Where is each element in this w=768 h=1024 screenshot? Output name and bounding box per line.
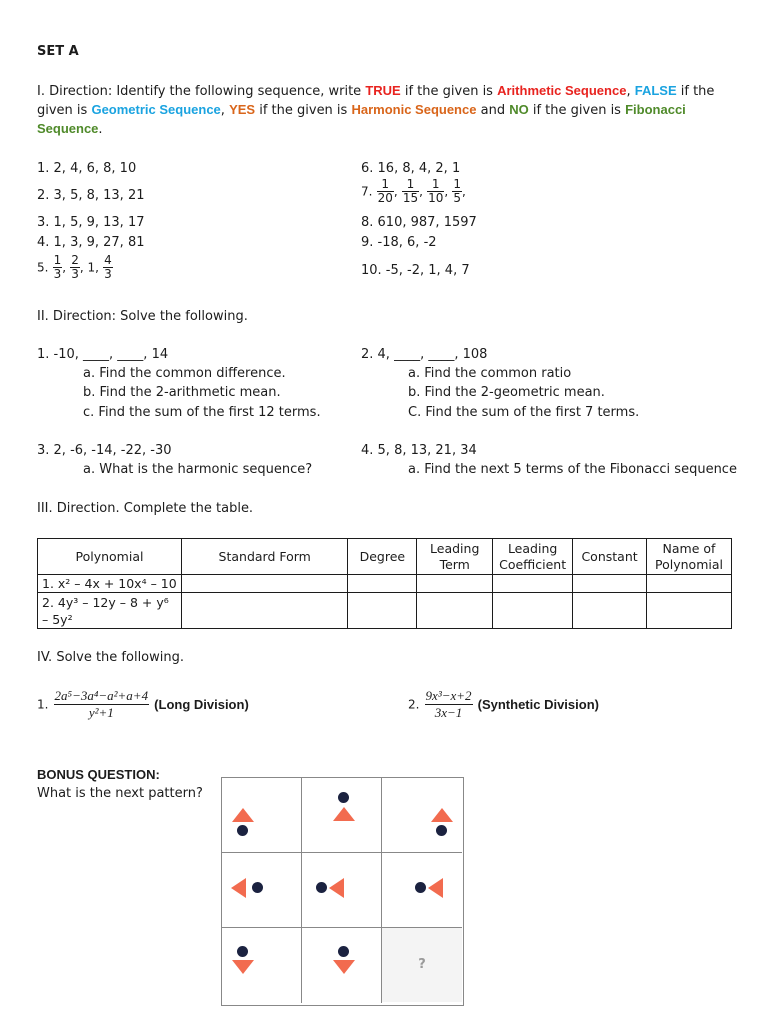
pattern-cell [222,928,302,1003]
triangle-up-icon [333,807,355,821]
answer-cell[interactable] [647,593,732,629]
question-mark: ? [382,928,462,1002]
seq-item-8: 8. 610, 987, 1597 [361,215,477,230]
dot-icon [415,882,426,893]
header-polynomial: Polynomial [38,539,182,575]
keyword-false: FALSE [634,83,677,98]
part1-direction-line2: given is Geometric Sequence, YES if the given is Harmonic Sequence and NO if the given is Fibonacci [37,102,686,118]
triangle-up-icon [431,808,453,822]
pattern-cell [382,778,462,853]
keyword-arithmetic: Arithmetic Sequence [497,83,627,98]
part3-direction: III. Direction. Complete the table. [37,501,254,516]
dot-icon [338,792,349,803]
keyword-geometric: Geometric Sequence [91,102,221,117]
answer-cell[interactable] [181,575,347,593]
answer-cell[interactable] [417,575,493,593]
problem-2b: b. Find the 2-geometric mean. [408,385,605,400]
pattern-cell [302,853,382,928]
seq-item-10: 10. -5, -2, 1, 4, 7 [361,263,470,278]
keyword-harmonic: Harmonic Sequence [351,102,477,117]
dot-icon [338,946,349,957]
header-leading-coefficient: Leading Coefficient [493,539,573,575]
answer-cell[interactable] [493,575,573,593]
fraction: $\frac{1}{10}$ [428,177,444,205]
seq-item-6: 6. 16, 8, 4, 2, 1 [361,161,461,176]
fraction: $\frac{4}{3}$ [104,253,112,281]
polynomial-cell: 2. 4y³ – 12y – 8 + y⁶ – 5y² [38,593,182,629]
problem-4a: a. Find the next 5 terms of the Fibonacci sequence [408,462,737,477]
dot-icon [237,946,248,957]
seq-item-2: 2. 3, 5, 8, 13, 21 [37,188,145,203]
answer-cell[interactable] [647,575,732,593]
keyword-true: TRUE [365,83,401,98]
answer-cell[interactable] [573,593,647,629]
pattern-cell [222,778,302,853]
triangle-down-icon [232,960,254,974]
fraction: $\frac{1}{3}$ [53,253,62,281]
triangle-left-icon [231,878,246,898]
problem-2c: C. Find the sum of the first 7 terms. [408,405,640,420]
pattern-cell [382,853,462,928]
bonus-question: What is the next pattern? [37,786,203,801]
pattern-cell [302,928,382,1003]
header-leading-term: Leading Term [417,539,493,575]
pattern-cell-missing [382,928,462,1003]
set-title: SET A [37,44,79,59]
answer-cell[interactable] [348,575,417,593]
fraction: $\frac{1}{5}$ [453,177,461,205]
polynomial-table [37,538,732,629]
dot-icon [252,882,263,893]
part2-direction: II. Direction: Solve the following. [37,309,248,324]
answer-cell[interactable] [417,593,493,629]
pattern-cell [302,778,382,853]
problem-2: 2. 4, ____, ____, 108 [361,347,488,362]
pattern-grid [221,777,464,1006]
header-constant: Constant [573,539,647,575]
dot-icon [237,825,248,836]
problem-1b: b. Find the 2-arithmetic mean. [83,385,281,400]
pattern-cell [222,853,302,928]
fraction: $\frac{2}{3}$ [71,253,79,281]
seq-item-3: 3. 1, 5, 9, 13, 17 [37,215,145,230]
problem-3: 3. 2, -6, -14, -22, -30 [37,443,172,458]
header-degree: Degree [348,539,417,575]
dot-icon [316,882,327,893]
seq-item-1: 1. 2, 4, 6, 8, 10 [37,161,137,176]
fraction: $\frac{1}{15}$ [402,177,419,205]
seq-item-5: 5. $\frac{1}{3}$ , $\frac{2}{3}$ , 1, $\frac{4}{3}$ [37,253,112,281]
answer-cell[interactable] [573,575,647,593]
table-row [38,575,732,593]
header-standard-form: Standard Form [181,539,347,575]
problem-3a: a. What is the harmonic sequence? [83,462,313,477]
division-question-1: 1. $\frac{\text{2a⁵−3a⁴−a²+a+4}}{\text{y²+1}}$ (Long Division) [37,688,249,720]
bonus-title: BONUS QUESTION: [37,767,160,782]
fraction: $\frac{1}{20}$ [377,177,393,205]
fraction: $\frac{\text{9x³−x+2}}{3x-1}$ [425,688,472,720]
triangle-down-icon [333,960,355,974]
fraction: $\frac{\text{2a⁵−3a⁴−a²+a+4}}{\text{y²+1}}$ [54,688,149,720]
division-question-2: 2. $\frac{\text{9x³−x+2}}{3x-1}$ (Synthetic Division) [408,688,599,720]
problem-1: 1. -10, ____, ____, 14 [37,347,169,362]
keyword-fibonacci: Fibonacci [625,102,686,117]
answer-cell[interactable] [181,593,347,629]
polynomial-cell: 1. x² – 4x + 10x⁴ – 10 [38,575,182,593]
part1-direction-line1: I. Direction: Identify the following sequence, write TRUE if the given is Arithmetic Sequence, FALSE if the [37,83,715,99]
header-name-of-polynomial: Name of Polynomial [647,539,732,575]
answer-cell[interactable] [348,593,417,629]
triangle-left-icon [428,878,443,898]
seq-item-9: 9. -18, 6, -2 [361,235,437,250]
problem-2a: a. Find the common ratio [408,366,572,381]
part1-direction-line3: Sequence. [37,121,103,137]
problem-1a: a. Find the common difference. [83,366,286,381]
keyword-yes: YES [229,102,256,117]
dot-icon [436,825,447,836]
keyword-no: NO [509,102,529,117]
problem-1c: c. Find the sum of the first 12 terms. [83,405,321,420]
seq-item-4: 4. 1, 3, 9, 27, 81 [37,235,145,250]
answer-cell[interactable] [493,593,573,629]
problem-4: 4. 5, 8, 13, 21, 34 [361,443,477,458]
seq-item-7: 7. $\frac{1}{20}$ , $\frac{1}{15}$ , $\frac{1}{10}$ , $\frac{1}{5}$ , [361,177,466,205]
table-row [38,593,732,629]
triangle-up-icon [232,808,254,822]
triangle-left-icon [329,878,344,898]
part4-direction: IV. Solve the following. [37,650,184,665]
